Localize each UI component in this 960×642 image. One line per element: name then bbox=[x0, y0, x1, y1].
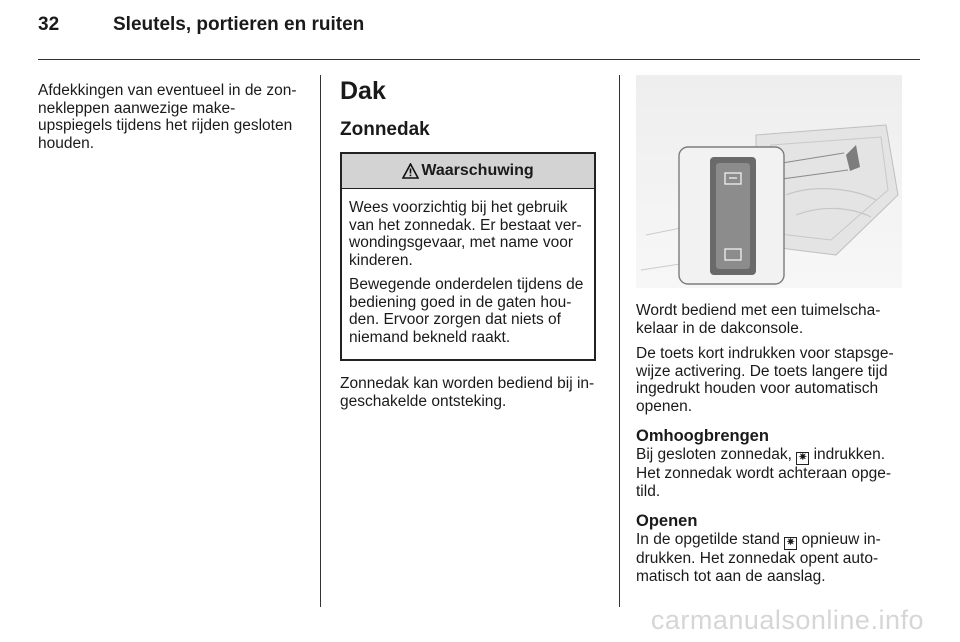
subsection-title: Zonnedak bbox=[340, 119, 430, 140]
section-title: Openen bbox=[636, 512, 698, 530]
page-header bbox=[38, 14, 364, 36]
middle-column bbox=[340, 75, 602, 418]
roof-console-switch-illustration bbox=[636, 75, 902, 288]
text-segment: opnieuw indrukken. Het zonnedak opent automatisch tot aan de aanslag. bbox=[636, 531, 881, 585]
section-raise bbox=[636, 427, 902, 500]
paragraph: Zonnedak kan worden bediend bij ingeschakelde ontsteking. bbox=[340, 375, 595, 410]
right-column bbox=[636, 75, 902, 585]
section-text bbox=[636, 531, 902, 585]
paragraph: De toets kort indrukken voor stapsgewijze activering. De toets langere tijd ingedrukt houden voor automatisch openen. bbox=[636, 345, 894, 415]
warning-box bbox=[340, 152, 596, 361]
section-open bbox=[636, 512, 902, 585]
page-number: 32 bbox=[38, 14, 60, 35]
warning-triangle-icon bbox=[402, 163, 419, 179]
section-title: Omhoogbrengen bbox=[636, 427, 769, 445]
warning-body bbox=[342, 189, 594, 359]
sunroof-tilt-symbol-icon: ✷ bbox=[796, 452, 809, 465]
column-divider bbox=[320, 75, 321, 607]
warning-paragraph: Bewegende onderdelen tijdens de bediening goed in de gaten houden. Ervoor zorgen dat niets of niemand bekneld raakt. bbox=[349, 276, 584, 346]
page-title: Sleutels, portieren en ruiten bbox=[113, 14, 365, 35]
sunroof-tilt-symbol-icon: ✷ bbox=[784, 537, 797, 550]
section-text bbox=[636, 446, 902, 500]
watermark: carmanualsonline.info bbox=[650, 605, 924, 635]
warning-paragraph: Wees voorzichtig bij het gebruik van het zonnedak. Er bestaat verwondingsgevaar, met name voor kinderen. bbox=[349, 199, 582, 269]
section-title: Dak bbox=[340, 77, 386, 105]
paragraph: Afdekkingen van eventueel in de zonnekleppen aanwezige make-upspiegels tijdens het rijden gesloten houden. bbox=[38, 82, 297, 152]
column-divider bbox=[619, 75, 620, 607]
left-column bbox=[38, 82, 308, 160]
warning-header bbox=[342, 154, 594, 189]
text-segment: indrukken. Het zonnedak wordt achteraan opgetild. bbox=[636, 446, 892, 500]
warning-title: Waarschuwing bbox=[421, 162, 534, 180]
paragraph: Wordt bediend met een tuimelschakelaar in de dakconsole. bbox=[636, 302, 881, 337]
text-segment: Bij gesloten zonnedak, bbox=[636, 446, 797, 463]
header-rule bbox=[38, 59, 920, 60]
text-segment: In de opgetilde stand bbox=[636, 531, 785, 548]
